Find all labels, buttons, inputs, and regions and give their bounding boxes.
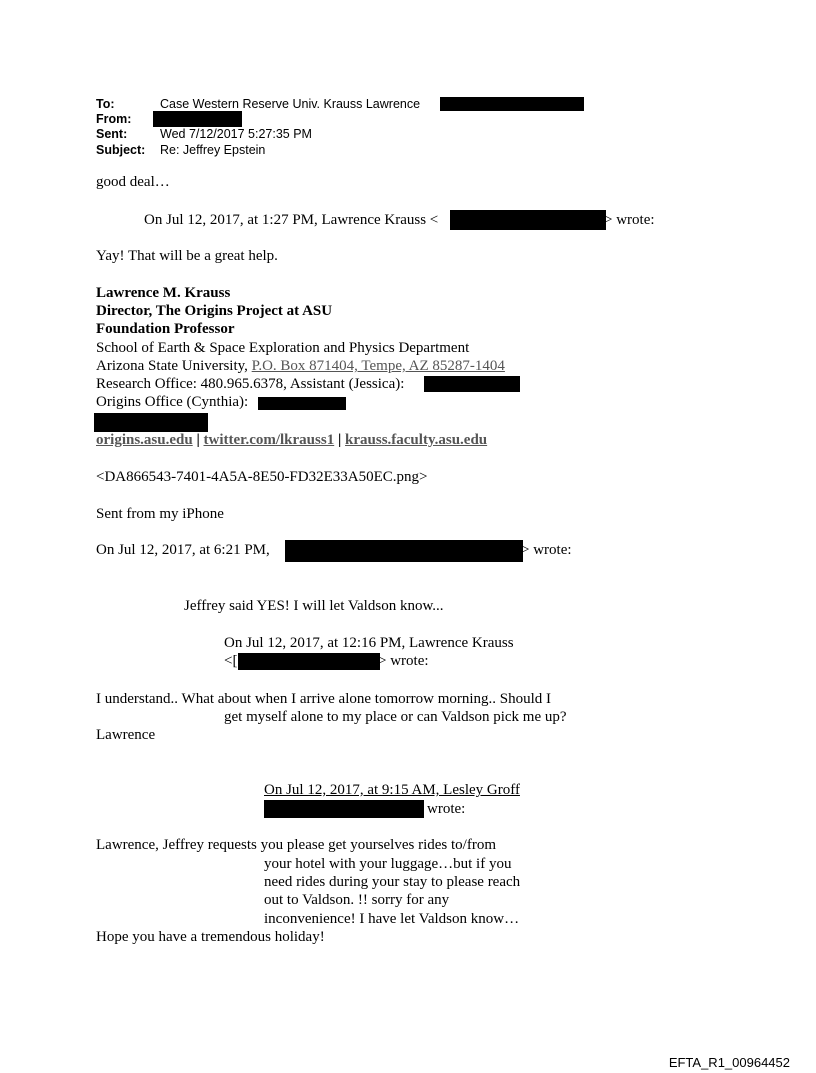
quote2-wrote: > wrote: <box>521 542 572 558</box>
redaction-quote2-sender <box>285 540 523 562</box>
line-good-deal: good deal… <box>96 174 170 190</box>
quote3-lt: <[ <box>224 653 238 669</box>
signature-links <box>96 432 487 449</box>
signature-university <box>96 358 505 375</box>
hope-line: Hope you have a tremendous holiday! <box>96 929 325 945</box>
from-label: From: <box>96 112 132 126</box>
signature-professor: Foundation Professor <box>96 321 235 337</box>
sent-label: Sent: <box>96 127 128 141</box>
quote1-intro: On Jul 12, 2017, at 1:27 PM, Lawrence Krauss < <box>144 212 439 228</box>
to-value: Case Western Reserve Univ. Krauss Lawrence <box>160 97 421 111</box>
paragraph-line1: Lawrence, Jeffrey requests you please get yourselves rides to/from <box>96 837 496 853</box>
redaction-origins-office <box>258 397 346 410</box>
link-krauss[interactable]: krauss.faculty.asu.edu <box>345 432 488 448</box>
paragraph-line4: out to Valdson. !! sorry for any <box>264 892 450 908</box>
line-yay: Yay! That will be a great help. <box>96 248 278 264</box>
signature-origins-office: Origins Office (Cynthia): <box>96 394 249 410</box>
lawrence-signoff: Lawrence <box>96 727 156 743</box>
redaction-from <box>153 111 242 127</box>
signature-research-office: Research Office: 480.965.6378, Assistant (Jessica): <box>96 376 405 392</box>
redaction-assistant <box>424 376 520 392</box>
document-id: EFTA_R1_00964452 <box>668 1055 790 1070</box>
signature-address-link[interactable]: P.O. Box 871404, Tempe, AZ 85287-1404 <box>251 358 505 374</box>
quote4-line1: On Jul 12, 2017, at 9:15 AM, Lesley Groff <box>264 782 520 798</box>
signature-name: Lawrence M. Krauss <box>96 285 231 301</box>
attachment-name: <DA866543-7401-4A5A-8E50-FD32E33A50EC.png> <box>96 469 428 485</box>
paragraph-line2: your hotel with your luggage…but if you <box>264 856 512 872</box>
quote2-intro: On Jul 12, 2017, at 6:21 PM, <box>96 542 270 558</box>
paragraph-line3: need rides during your stay to please reach <box>264 874 521 890</box>
link-origins[interactable]: origins.asu.edu <box>96 432 193 448</box>
link-separator: | <box>192 432 204 448</box>
sent-value: Wed 7/12/2017 5:27:35 PM <box>160 127 312 141</box>
subject-label: Subject: <box>96 143 146 157</box>
signature-title: Director, The Origins Project at ASU <box>96 303 333 319</box>
link-separator: | <box>334 432 346 448</box>
to-label: To: <box>96 97 115 111</box>
signature-university-prefix: Arizona State University, <box>96 358 252 374</box>
sent-from: Sent from my iPhone <box>96 506 224 522</box>
quote1-wrote: > wrote: <box>604 212 655 228</box>
redaction-quote4-email <box>264 800 424 818</box>
link-twitter[interactable]: twitter.com/lkrauss1 <box>203 432 335 448</box>
redaction-to-email <box>440 97 584 111</box>
quote4-wrote: wrote: <box>427 801 466 817</box>
jeffrey-yes: Jeffrey said YES! I will let Valdson know... <box>184 598 444 614</box>
understand-line1: I understand.. What about when I arrive alone tomorrow morning.. Should I <box>96 691 552 707</box>
quote3-line1: On Jul 12, 2017, at 12:16 PM, Lawrence Krauss <box>224 635 514 651</box>
redaction-quote1-email <box>450 210 606 230</box>
redaction-origins-extra <box>94 413 208 432</box>
redaction-quote3-email <box>238 653 380 670</box>
subject-value: Re: Jeffrey Epstein <box>160 143 266 157</box>
signature-school: School of Earth & Space Exploration and Physics Department <box>96 340 470 356</box>
quote3-wrote: > wrote: <box>378 653 429 669</box>
paragraph-line5: inconvenience! I have let Valdson know… <box>264 911 520 927</box>
understand-line2: get myself alone to my place or can Valdson pick me up? <box>224 709 567 725</box>
